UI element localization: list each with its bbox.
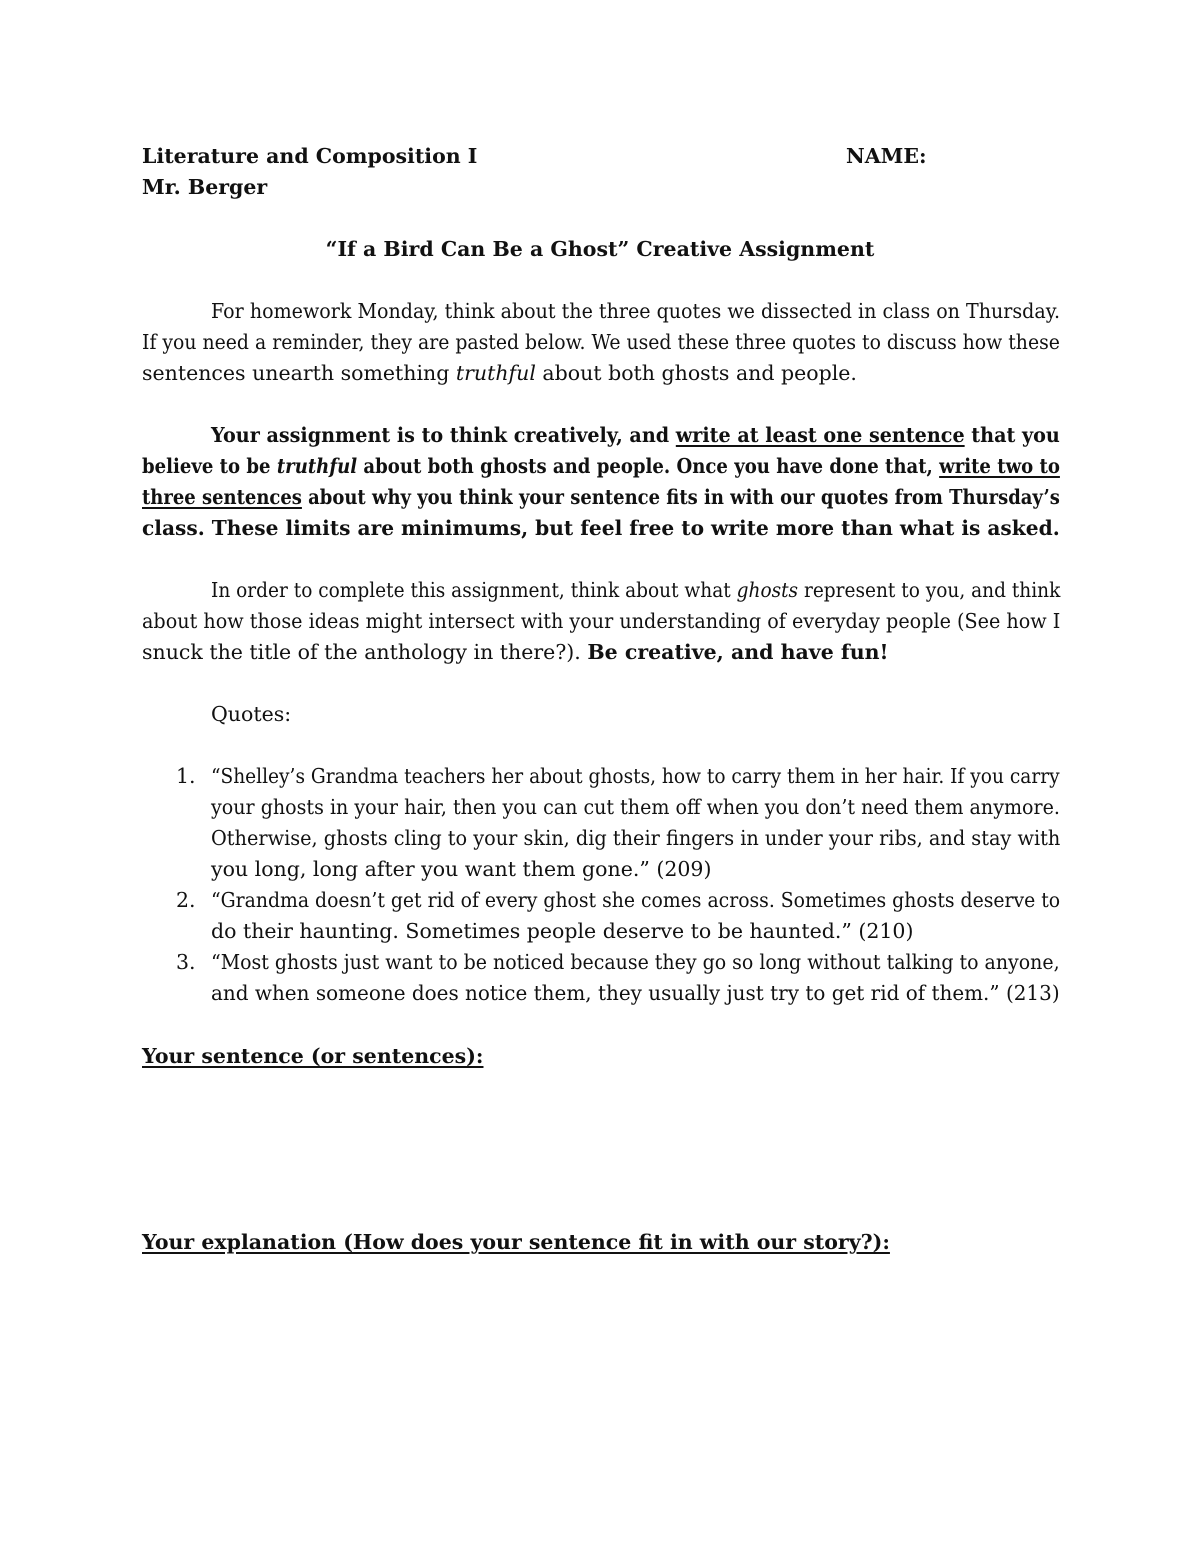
- para2-line4: class. These limits are minimums, but feel free to write more than what is asked.: [142, 516, 1060, 540]
- para2-text-end: that you: [964, 423, 1060, 447]
- para3-line3: [142, 637, 889, 668]
- para3-text: snuck the title of the anthology in there?).: [142, 640, 588, 664]
- para1-line1: For homework Monday, think about the three quotes we dissected in class on Thursday.: [211, 299, 1061, 323]
- quote-line: your ghosts in your hair, then you can cut them off when you don’t need them anymore.: [211, 795, 1060, 819]
- write-two-to-three-emphasis: write two to: [939, 454, 1060, 478]
- your-explanation-label: Your explanation (How does your sentence fit in with our story?):: [142, 1230, 890, 1254]
- para1-text: sentences unearth something: [142, 361, 456, 385]
- quote-number: 2.: [176, 888, 196, 912]
- para3-text: In order to complete this assignment, think about what: [211, 578, 737, 602]
- your-sentence-label: Your sentence (or sentences):: [142, 1044, 484, 1068]
- para1-text-end: about both ghosts and people.: [535, 361, 857, 385]
- para2-line3: [142, 482, 1060, 513]
- quote-line: “Most ghosts just want to be noticed because they go so long without talking to anyone,: [211, 950, 1060, 974]
- para2-text: about both ghosts and people. Once you have done that,: [357, 454, 940, 478]
- para2-line2: [142, 451, 1060, 482]
- para1-line3: [142, 358, 857, 389]
- course-title: Literature and Composition I: [142, 144, 478, 168]
- quote-line: and when someone does notice them, they usually just try to get rid of them.” (213): [211, 981, 1060, 1005]
- para3-line2: about how those ideas might intersect with your understanding of everyday people (See how I: [142, 609, 1061, 633]
- para3-line1: [211, 575, 1060, 606]
- truthful-emphasis: truthful: [276, 454, 358, 478]
- quote-line: you long, long after you want them gone.” (209): [211, 857, 712, 881]
- teacher-name: Mr. Berger: [142, 175, 268, 199]
- quotes-label: Quotes:: [211, 702, 292, 726]
- quote-line: “Shelley’s Grandma teachers her about ghosts, how to carry them in her hair. If you carry: [211, 764, 1060, 788]
- quote-line: “Grandma doesn’t get rid of every ghost she comes across. Sometimes ghosts deserve to: [211, 888, 1061, 912]
- quote-line: Otherwise, ghosts cling to your skin, dig their fingers in under your ribs, and stay with: [211, 826, 1061, 850]
- three-sentences-emphasis: three sentences: [142, 485, 302, 509]
- quote-number: 1.: [176, 764, 196, 788]
- para2-text: about why you think your sentence fits in with our quotes from Thursday’s: [301, 485, 1060, 509]
- assignment-title: “If a Bird Can Be a Ghost” Creative Assignment: [325, 237, 875, 261]
- para2-line1: [211, 420, 1060, 451]
- be-creative-emphasis: Be creative, and have fun!: [587, 640, 889, 664]
- write-one-sentence-emphasis: write at least one sentence: [675, 423, 965, 447]
- ghosts-emphasis: ghosts: [736, 578, 799, 602]
- name-label: NAME:: [846, 144, 927, 168]
- quote-number: 3.: [176, 950, 196, 974]
- para3-text-end: represent to you, and think: [798, 578, 1061, 602]
- para2-text: Your assignment is to think creatively, and: [211, 423, 676, 447]
- quote-line: do their haunting. Sometimes people deserve to be haunted.” (210): [211, 919, 914, 943]
- para1-line2: If you need a reminder, they are pasted below. We used these three quotes to discuss how these: [142, 330, 1060, 354]
- truthful-emphasis: truthful: [455, 361, 536, 385]
- para2-text: believe to be: [142, 454, 277, 478]
